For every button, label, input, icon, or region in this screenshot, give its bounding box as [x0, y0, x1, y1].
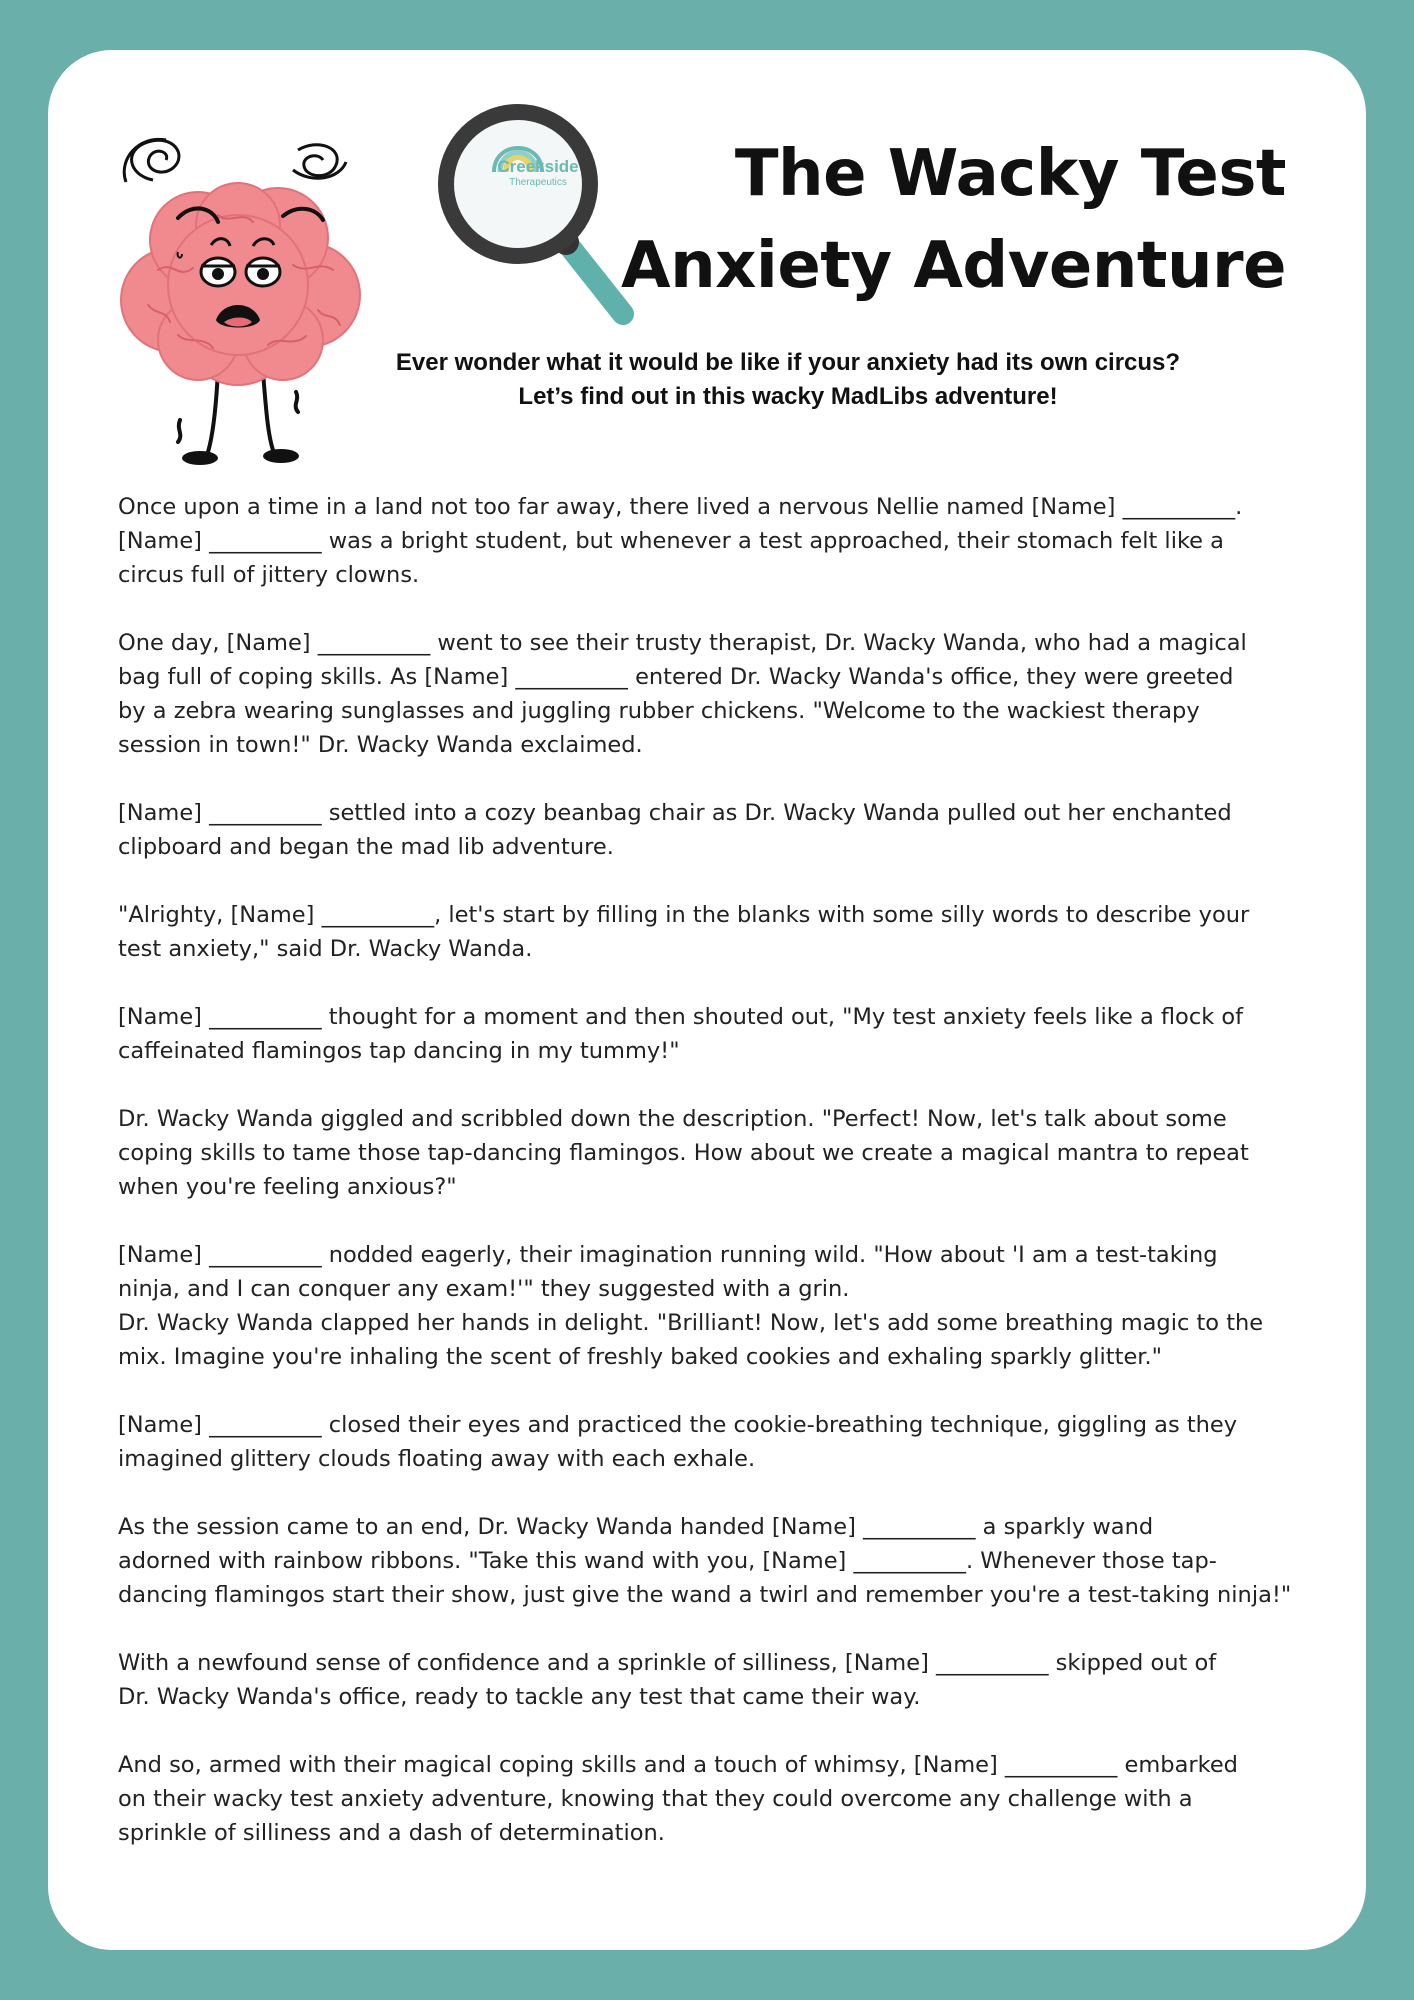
story-paragraph [118, 1748, 1308, 1850]
story-line: ninja, and I can conquer any exam!'" they suggested with a grin. [118, 1276, 850, 1302]
story-line: on their wacky test anxiety adventure, knowing that they could overcome any challenge with a [118, 1786, 1193, 1812]
story-line: clipboard and began the mad lib adventure. [118, 834, 614, 860]
story-line: imagined glittery clouds floating away with each exhale. [118, 1446, 756, 1472]
story-line: when you're feeling anxious?" [118, 1174, 457, 1200]
subtitle-line-2: Let’s find out in this wacky MadLibs adventure! [518, 383, 1058, 410]
worried-brain-icon [78, 90, 398, 480]
subtitle-line-1: Ever wonder what it would be like if your anxiety had its own circus? [395, 349, 1181, 376]
subtitle [298, 346, 1278, 414]
story-body [118, 490, 1308, 1884]
story-line: dancing flamingos start their show, just give the wand a twirl and remember you're a test-taking ninja!" [118, 1582, 1292, 1608]
story-paragraph [118, 796, 1308, 864]
story-line: As the session came to an end, Dr. Wacky Wanda handed [Name] __________ a sparkly wand [118, 1514, 1154, 1540]
story-line: session in town!" Dr. Wacky Wanda exclaimed. [118, 732, 643, 758]
story-line: "Alrighty, [Name] __________, let's start by filling in the blanks with some silly words to describe your [118, 902, 1250, 928]
worksheet-card [48, 50, 1366, 1950]
story-line: by a zebra wearing sunglasses and juggling rubber chickens. "Welcome to the wackiest therapy [118, 698, 1200, 724]
story-line: Once upon a time in a land not too far away, there lived a nervous Nellie named [Name] __________. [118, 494, 1243, 520]
story-line: [Name] __________ settled into a cozy beanbag chair as Dr. Wacky Wanda pulled out her enchanted [118, 800, 1232, 826]
story-paragraph [118, 1408, 1308, 1476]
story-line: [Name] __________ thought for a moment and then shouted out, "My test anxiety feels like a flock of [118, 1004, 1244, 1030]
story-line: With a newfound sense of confidence and a sprinkle of silliness, [Name] __________ skipped out of [118, 1650, 1217, 1676]
story-paragraph [118, 490, 1308, 592]
story-line: circus full of jittery clowns. [118, 562, 420, 588]
story-line: [Name] __________ was a bright student, but whenever a test approached, their stomach felt like a [118, 528, 1224, 554]
story-line: [Name] __________ nodded eagerly, their imagination running wild. "How about 'I am a test-taking [118, 1242, 1218, 1268]
story-paragraph [118, 1000, 1308, 1068]
story-paragraph [118, 1510, 1308, 1612]
story-line: Dr. Wacky Wanda clapped her hands in delight. "Brilliant! Now, let's add some breathing magic to the [118, 1310, 1264, 1336]
story-paragraph [118, 1646, 1308, 1714]
logo-tagline: Therapeutics [509, 177, 567, 188]
story-line: [Name] __________ closed their eyes and practiced the cookie-breathing technique, giggling as they [118, 1412, 1238, 1438]
story-paragraph [118, 1102, 1308, 1204]
story-paragraph [118, 898, 1308, 966]
story-paragraph [118, 1238, 1308, 1374]
story-line: adorned with rainbow ribbons. "Take this wand with you, [Name] __________. Whenever those tap- [118, 1548, 1217, 1574]
story-line: caffeinated flamingos tap dancing in my tummy!" [118, 1038, 680, 1064]
story-line: coping skills to tame those tap-dancing flamingos. How about we create a magical mantra to repeat [118, 1140, 1249, 1166]
story-line: sprinkle of silliness and a dash of determination. [118, 1820, 665, 1846]
story-line: Dr. Wacky Wanda's office, ready to tackle any test that came their way. [118, 1684, 921, 1710]
logo-name: Creekside [497, 157, 579, 176]
story-line: One day, [Name] __________ went to see their trusty therapist, Dr. Wacky Wanda, who had a magical [118, 630, 1247, 656]
logo [468, 157, 608, 189]
story-line: And so, armed with their magical coping skills and a touch of whimsy, [Name] __________ embarked [118, 1752, 1238, 1778]
story-line: mix. Imagine you're inhaling the scent of freshly baked cookies and exhaling sparkly glitter." [118, 1344, 1162, 1370]
story-line: test anxiety," said Dr. Wacky Wanda. [118, 936, 533, 962]
story-line: bag full of coping skills. As [Name] __________ entered Dr. Wacky Wanda's office, they were greeted [118, 664, 1234, 690]
title-line-2: Anxiety Adventure [621, 229, 1286, 303]
title-line-1: The Wacky Test [734, 137, 1286, 211]
page-title [621, 128, 1286, 312]
story-line: Dr. Wacky Wanda giggled and scribbled down the description. "Perfect! Now, let's talk about some [118, 1106, 1227, 1132]
story-paragraph [118, 626, 1308, 762]
